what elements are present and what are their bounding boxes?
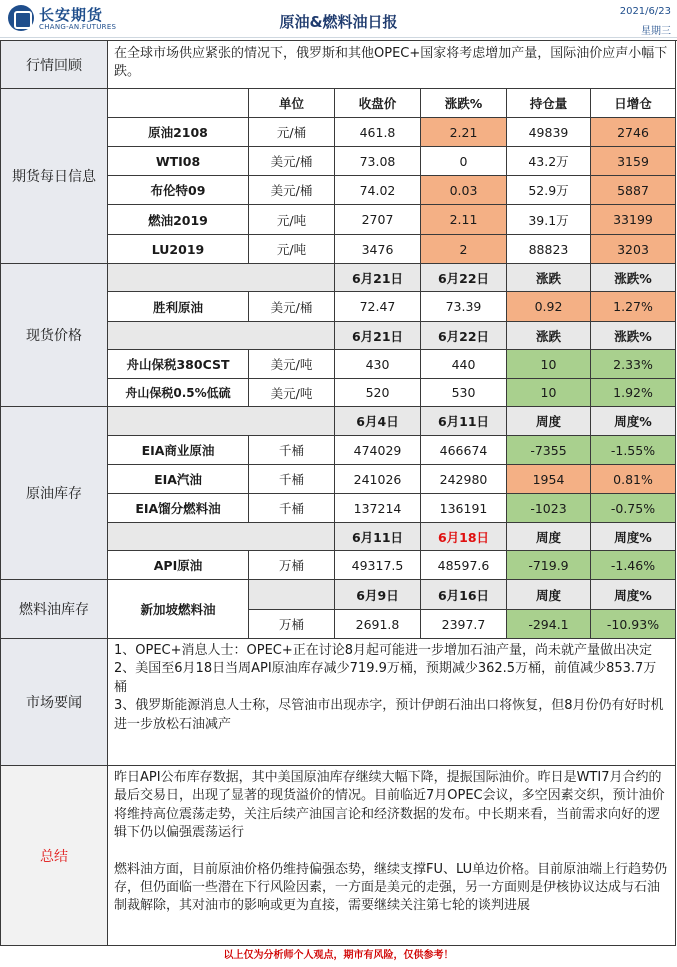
open-interest: 52.9万 bbox=[507, 176, 591, 205]
column-header: 周度 bbox=[507, 407, 591, 436]
change-pct: 2.21 bbox=[421, 118, 507, 147]
column-header: 6月21日 bbox=[335, 322, 421, 350]
section-futures-label: 期货每日信息 bbox=[0, 89, 108, 264]
oi-change: 5887 bbox=[591, 176, 676, 205]
close-price: 2707 bbox=[335, 205, 421, 235]
weekly-change: -7355 bbox=[507, 436, 591, 465]
contract-name: 原油2108 bbox=[108, 118, 249, 147]
weekly-change: -719.9 bbox=[507, 551, 591, 580]
oi-change: 3159 bbox=[591, 147, 676, 176]
spot-header-row bbox=[0, 264, 677, 292]
change: 10 bbox=[507, 379, 591, 407]
report-table bbox=[0, 40, 677, 914]
value-week2: 242980 bbox=[421, 465, 507, 494]
price-day1: 520 bbox=[335, 379, 421, 407]
unit: 千桶 bbox=[249, 465, 335, 494]
oi-change: 2746 bbox=[591, 118, 676, 147]
close-price: 74.02 bbox=[335, 176, 421, 205]
section-news-label: 市场要闻 bbox=[0, 639, 108, 766]
product-name: 舟山保税0.5%低硫 bbox=[108, 379, 249, 407]
column-header: 涨跌% bbox=[591, 264, 676, 292]
report-weekday: 星期三 bbox=[641, 26, 671, 37]
column-header: 6月9日 bbox=[335, 580, 421, 610]
inventory-header-row bbox=[0, 523, 677, 551]
column-header: 周度% bbox=[591, 407, 676, 436]
close-price: 73.08 bbox=[335, 147, 421, 176]
weekly-change-pct: -10.93% bbox=[591, 610, 676, 639]
column-header: 6月16日 bbox=[421, 580, 507, 610]
change-pct: 0.03 bbox=[421, 176, 507, 205]
unit: 千桶 bbox=[249, 436, 335, 465]
table-row bbox=[0, 494, 677, 523]
column-header: 持仓量 bbox=[507, 89, 591, 118]
report-header bbox=[0, 0, 677, 38]
price-day2: 530 bbox=[421, 379, 507, 407]
table-row bbox=[0, 205, 677, 235]
unit: 万桶 bbox=[249, 551, 335, 580]
product-name: 胜利原油 bbox=[108, 292, 249, 322]
report-date: 2021/6/23 bbox=[619, 6, 671, 17]
review-text: 在全球市场供应紧张的情况下，俄罗斯和其他OPEC+国家将考虑增加产量，国际油价应声小幅下跌。 bbox=[108, 41, 676, 89]
summary-paragraph: 燃料油方面，目前原油价格仍维持偏强态势，继续支撑FU、LU单边价格。目前原油端上行趋势仍存，但仍面临一些潜在下行风险因素，一方面是美元的走强，另一方面则是伊核协议达成与石油制裁解除，其对油市的影响或更为直接，需要继续关注第七轮的谈判进展 bbox=[114, 861, 668, 914]
value-week1: 241026 bbox=[335, 465, 421, 494]
column-header: 6月22日 bbox=[421, 322, 507, 350]
section-review-label: 行情回顾 bbox=[0, 41, 108, 89]
value-week1: 2691.8 bbox=[335, 610, 421, 639]
table-row bbox=[0, 235, 677, 264]
column-header: 6月11日 bbox=[421, 407, 507, 436]
change-pct: 2.11 bbox=[421, 205, 507, 235]
value-week1: 137214 bbox=[335, 494, 421, 523]
value-week1: 474029 bbox=[335, 436, 421, 465]
unit: 美元/桶 bbox=[249, 176, 335, 205]
open-interest: 43.2万 bbox=[507, 147, 591, 176]
table-row bbox=[0, 551, 677, 580]
inventory-name: EIA商业原油 bbox=[108, 436, 249, 465]
change-pct: 1.27% bbox=[591, 292, 676, 322]
weekly-change-pct: 0.81% bbox=[591, 465, 676, 494]
fuel-header-row bbox=[0, 580, 677, 610]
table-row bbox=[0, 292, 677, 322]
section-fuel-inventory-label: 燃料油库存 bbox=[0, 580, 108, 639]
value-week2: 48597.6 bbox=[421, 551, 507, 580]
table-row bbox=[0, 147, 677, 176]
column-header: 周度 bbox=[507, 580, 591, 610]
value-week2: 136191 bbox=[421, 494, 507, 523]
table-row bbox=[0, 465, 677, 494]
column-header: 6月21日 bbox=[335, 264, 421, 292]
value-week2: 2397.7 bbox=[421, 610, 507, 639]
table-row bbox=[0, 176, 677, 205]
contract-name: WTI08 bbox=[108, 147, 249, 176]
change-pct: 2 bbox=[421, 235, 507, 264]
section-summary-label: 总结 bbox=[0, 766, 108, 946]
summary-block bbox=[108, 766, 676, 946]
open-interest: 39.1万 bbox=[507, 205, 591, 235]
price-day2: 440 bbox=[421, 350, 507, 379]
spot-header-row bbox=[0, 322, 677, 350]
column-header: 涨跌% bbox=[591, 322, 676, 350]
contract-name: 布伦特09 bbox=[108, 176, 249, 205]
value-week2: 466674 bbox=[421, 436, 507, 465]
unit: 美元/吨 bbox=[249, 350, 335, 379]
weekly-change-pct: -1.55% bbox=[591, 436, 676, 465]
column-header: 涨跌 bbox=[507, 322, 591, 350]
change: 10 bbox=[507, 350, 591, 379]
oi-change: 3203 bbox=[591, 235, 676, 264]
column-header: 周度 bbox=[507, 523, 591, 551]
change-pct: 0 bbox=[421, 147, 507, 176]
table-row bbox=[0, 350, 677, 379]
price-day1: 72.47 bbox=[335, 292, 421, 322]
column-header: 6月4日 bbox=[335, 407, 421, 436]
price-day2: 73.39 bbox=[421, 292, 507, 322]
news-text: 1、OPEC+消息人士：OPEC+正在讨论8月起可能进一步增加石油产量，尚未就产量做出决定 2、美国至6月18日当周API原油库存减少719.9万桶，预期减少362.5万桶，前值减少853.7万桶 3、俄罗斯能源消息人士称，尽管油市出现赤字，预计伊朗石油出口将恢复，但8月份仍有好时机进一步放松石油减产 bbox=[108, 639, 676, 766]
close-price: 3476 bbox=[335, 235, 421, 264]
inventory-header-row bbox=[0, 407, 677, 436]
column-header: 6月22日 bbox=[421, 264, 507, 292]
section-inventory-label: 原油库存 bbox=[0, 407, 108, 580]
section-spot-label: 现货价格 bbox=[0, 264, 108, 407]
column-header: 日增仓 bbox=[591, 89, 676, 118]
summary-paragraph: 昨日API公布库存数据，其中美国原油库存继续大幅下降，提振国际油价。昨日是WTI7月合约的最后交易日，出现了显著的现货溢价的情况。目前临近7月OPEC会议，多空因素交织，预计油价将维持高位震荡走势，关注后续产油国言论和经济数据的发布。中长期来看，当前需求向好的逻辑下仍以偏强震荡运行 bbox=[114, 770, 665, 841]
futures-header-row bbox=[0, 89, 677, 118]
contract-name: 燃油2019 bbox=[108, 205, 249, 235]
oi-change: 33199 bbox=[591, 205, 676, 235]
change: 0.92 bbox=[507, 292, 591, 322]
report-title: 原油&燃料油日报 bbox=[279, 13, 398, 31]
change-pct: 1.92% bbox=[591, 379, 676, 407]
weekly-change-pct: -1.46% bbox=[591, 551, 676, 580]
product-name: 舟山保税380CST bbox=[108, 350, 249, 379]
open-interest: 88823 bbox=[507, 235, 591, 264]
inventory-name: 新加坡燃料油 bbox=[108, 580, 249, 639]
weekly-change: -1023 bbox=[507, 494, 591, 523]
table-row bbox=[0, 118, 677, 147]
weekly-change: -294.1 bbox=[507, 610, 591, 639]
contract-name: LU2019 bbox=[108, 235, 249, 264]
column-header: 涨跌 bbox=[507, 264, 591, 292]
change-pct: 2.33% bbox=[591, 350, 676, 379]
unit: 美元/桶 bbox=[249, 292, 335, 322]
weekly-change: 1954 bbox=[507, 465, 591, 494]
table-row bbox=[0, 610, 677, 639]
column-header: 6月11日 bbox=[335, 523, 421, 551]
unit: 元/桶 bbox=[249, 118, 335, 147]
inventory-name: EIA馏分燃料油 bbox=[108, 494, 249, 523]
column-header: 涨跌% bbox=[421, 89, 507, 118]
unit: 美元/桶 bbox=[249, 147, 335, 176]
column-header: 周度% bbox=[591, 580, 676, 610]
open-interest: 49839 bbox=[507, 118, 591, 147]
unit: 元/吨 bbox=[249, 205, 335, 235]
unit: 美元/吨 bbox=[249, 379, 335, 407]
price-day1: 430 bbox=[335, 350, 421, 379]
unit: 元/吨 bbox=[249, 235, 335, 264]
table-row bbox=[0, 379, 677, 407]
column-header: 单位 bbox=[249, 89, 335, 118]
weekly-change-pct: -0.75% bbox=[591, 494, 676, 523]
close-price: 461.8 bbox=[335, 118, 421, 147]
table-row bbox=[0, 436, 677, 465]
disclaimer: 以上仅为分析师个人观点，期市有风险，仅供参考！ bbox=[223, 950, 454, 961]
logo-name: 长安期货 bbox=[39, 6, 104, 24]
value-week1: 49317.5 bbox=[335, 551, 421, 580]
unit: 万桶 bbox=[249, 610, 335, 639]
column-header-highlight: 6月18日 bbox=[421, 523, 507, 551]
inventory-name: API原油 bbox=[108, 551, 249, 580]
logo-english-name: CHANG-AN.FUTURES bbox=[39, 23, 117, 31]
column-header: 收盘价 bbox=[335, 89, 421, 118]
column-header: 周度% bbox=[591, 523, 676, 551]
inventory-name: EIA汽油 bbox=[108, 465, 249, 494]
unit: 千桶 bbox=[249, 494, 335, 523]
